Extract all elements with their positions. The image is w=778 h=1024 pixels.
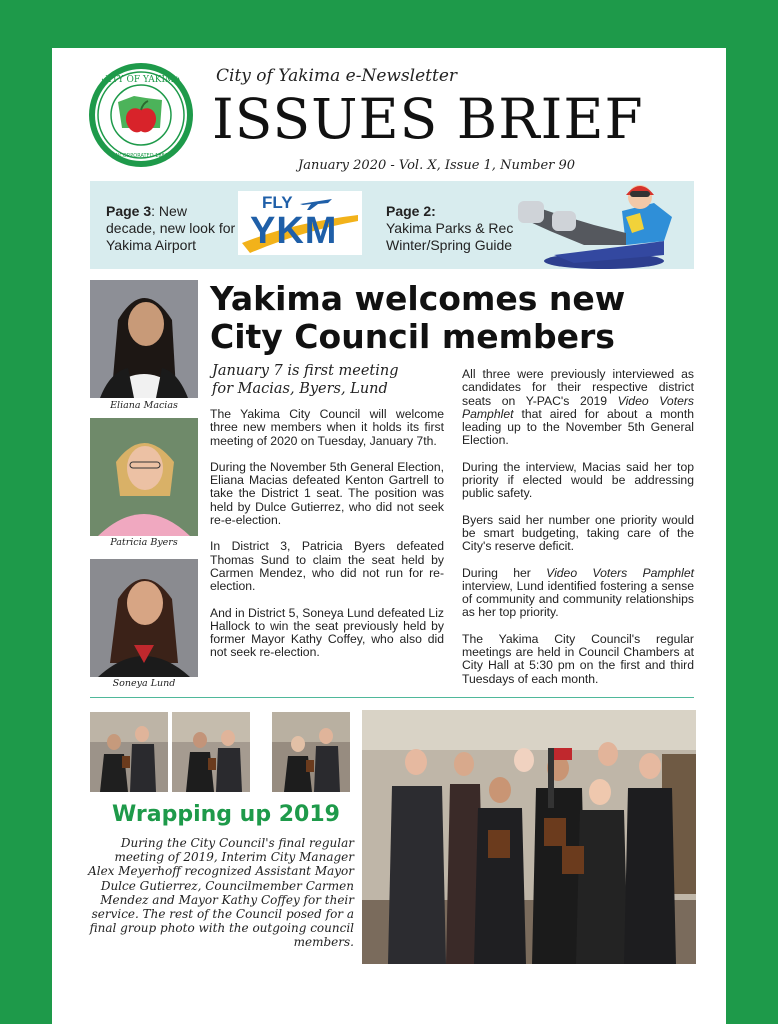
promo-parks-text: Yakima Parks & Rec Winter/Spring Guide [386, 220, 514, 253]
promo-airport[interactable] [106, 203, 236, 254]
newsletter-page [52, 48, 726, 1024]
wrapup-text: During the City Council's final regular meeting of 2019, Interim City Manager Alex Meyerhoff recognized Assistant Mayor Dulce Gutierrez, Councilmember Carmen Mendez and Mayor Kathy Coffey for their service. The rest of the Council posed for a final group photo with the outgoing council members. [88, 836, 354, 950]
newsletter-title: City of Yakima e-Newsletter [216, 66, 458, 86]
caption-eliana-macias: Eliana Macias [110, 400, 178, 411]
article-subhead: January 7 is first meeting for Macias, Byers, Lund [212, 363, 399, 397]
article-paragraph: During her Video Voters Pamphlet interview, Lund identified fostering a sense of community and community relationships as her top priority. [462, 565, 694, 620]
article-paragraph: During the November 5th General Election, Eliana Macias defeated Kenton Gartrell to take the District 1 seat. The position was held by Dulce Gutierrez, who did not seek re-e-election. [210, 459, 444, 528]
section-divider [90, 697, 694, 698]
seal-text-top: CITY OF YAKIMA [101, 75, 181, 85]
seal-text-bottom: INCORPORATED 1886 [114, 153, 168, 159]
caption-patricia-byers: Patricia Byers [110, 537, 178, 548]
issue-line: January 2020 - Vol. X, Issue 1, Number 90 [298, 158, 576, 173]
photo-icon [90, 712, 168, 792]
recognition-photo-1 [90, 712, 168, 792]
portrait-icon [90, 280, 198, 398]
promo-airport-page: Page 3 [106, 203, 152, 219]
promo-banner [90, 181, 694, 269]
child-sledding-image [514, 181, 694, 269]
article-paragraph: In District 3, Patricia Byers defeated Thomas Sund to claim the seat held by Carmen Mendez, who did not run for re-election. [210, 539, 444, 594]
ykm-text: YKM [250, 210, 338, 252]
portrait-icon [90, 418, 198, 536]
photo-icon [272, 712, 350, 792]
wrapup-heading: Wrapping up 2019 [112, 802, 340, 827]
recognition-photo-3 [272, 712, 350, 792]
photo-eliana-macias [90, 280, 198, 398]
article-paragraph: Byers said her number one priority would be smart budgeting, taking care of the City's reserve deficit. [462, 512, 694, 554]
article-paragraph: All three were previously interviewed as candidates for their respective district seats on Y-PAC's 2019 Video Voters Pamphlet that aired for about a month leading up to the November 5th General Election. [462, 367, 695, 448]
fly-text: FLY [262, 193, 293, 212]
photo-icon [172, 712, 250, 792]
fly-ykm-logo [238, 191, 362, 255]
article-paragraph: During the interview, Macias said her top priority if elected would be addressing public safety. [462, 459, 694, 501]
article-column-1 [210, 408, 444, 673]
article-paragraph: The Yakima City Council will welcome three new members when it holds its first meeting of 2020 on Tuesday, January 7th. [210, 407, 444, 448]
article-headline: Yakima welcomes new City Council members [210, 279, 626, 356]
issues-brief-title: ISSUES BRIEF [212, 87, 644, 151]
caption-soneya-lund: Soneya Lund [112, 678, 176, 689]
photo-soneya-lund [90, 559, 198, 677]
promo-parks-page: Page 2: [386, 203, 436, 219]
recognition-photo-2 [172, 712, 250, 792]
article-column-2 [462, 368, 694, 699]
city-seal-logo [88, 62, 194, 168]
promo-airport-text: : New decade, new look for Yakima Airport [106, 203, 236, 253]
photo-patricia-byers [90, 418, 198, 536]
council-group-photo [362, 710, 696, 964]
portrait-icon [90, 559, 198, 677]
article-paragraph: And in District 5, Soneya Lund defeated Liz Hallock to win the seat previously held by former Mayor Kathy Coffey, who also did not seek re-election. [210, 605, 444, 660]
group-photo-icon [362, 710, 696, 964]
article-paragraph: The Yakima City Council's regular meetings are held in Council Chambers at City Hall at 5:30 pm on the first and third Tuesdays of each month. [462, 631, 694, 686]
